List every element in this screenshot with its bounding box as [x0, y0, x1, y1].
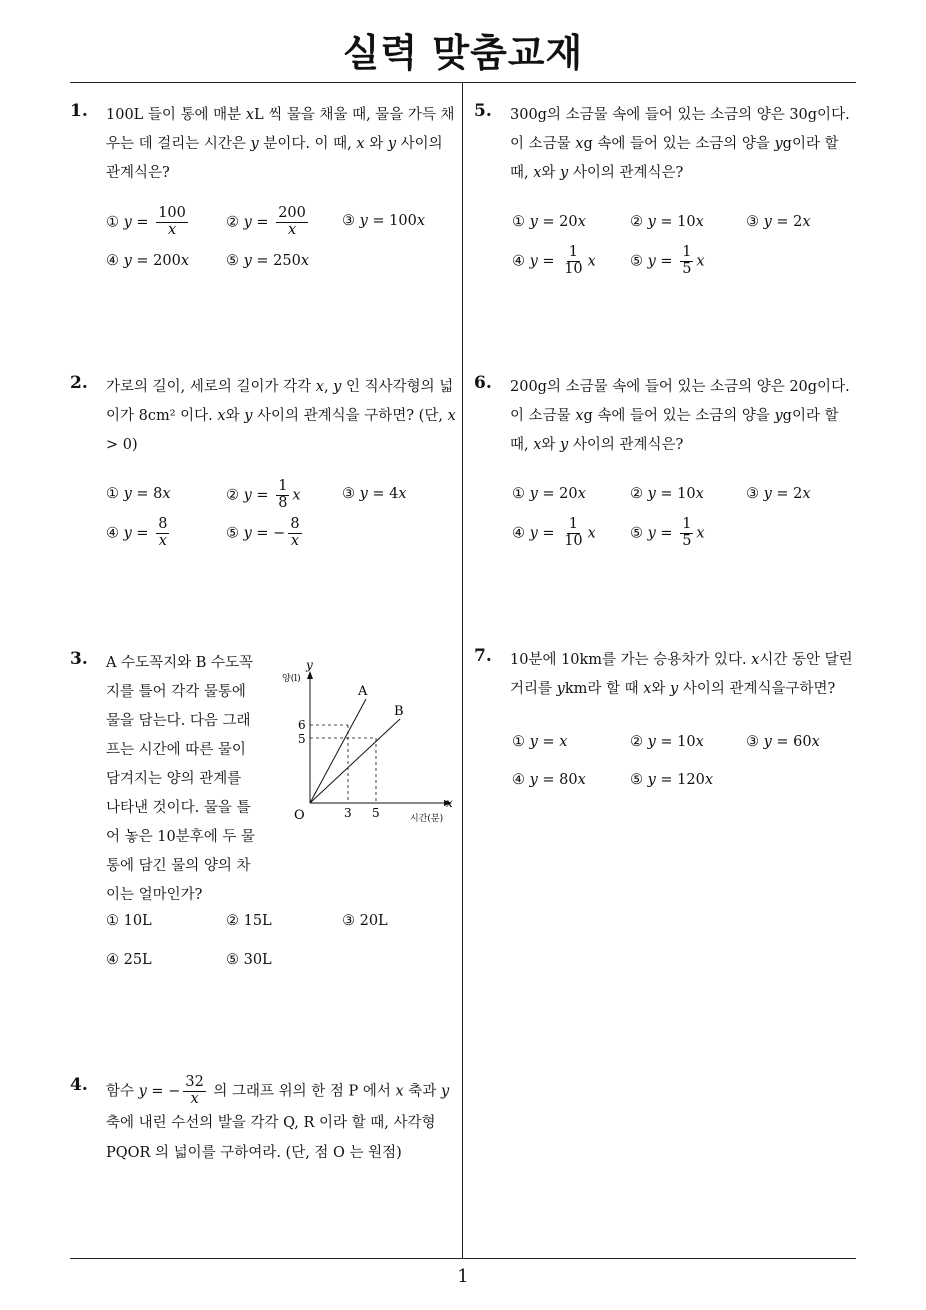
question-text-span: 100L 들이 통에 매분 xL 씩 물을 채울 때, 물을 가득 채우는 데 걸리는 시간은 y 분이다. 이 때, x 와 y 사이의 관계식은?	[106, 107, 455, 181]
tick-y5: 5	[298, 732, 306, 746]
question-7	[474, 646, 862, 806]
option-3[interactable]: ③ y = 4x	[342, 486, 407, 502]
origin-label: O	[294, 808, 305, 823]
y-var: y	[306, 658, 313, 672]
question-number: 5.	[474, 101, 492, 121]
water-graph	[280, 657, 460, 847]
y-axis-arrow	[307, 671, 313, 679]
question-1	[70, 101, 458, 301]
option-4[interactable]: ④ y = 200x	[106, 253, 190, 269]
question-number: 7.	[474, 646, 492, 666]
option-3[interactable]: ③ y = 60x	[746, 734, 820, 750]
option-2[interactable]: ② y = 10x	[630, 734, 704, 750]
tick-x5: 5	[372, 806, 380, 820]
question-text: A 수도꼭지와 B 수도꼭지를 틀어 각각 물통에 물을 담는다. 다음 그래프는 시간에 따른 물이 담겨지는 양의 관계를 나타낸 것이다. 물을 틀어 놓은 10분후에 두 물통에 담긴 물의 양의 차이는 얼마인가?	[106, 655, 255, 903]
question-3	[70, 649, 458, 979]
option-5[interactable]: ⑤ y = 120x	[630, 772, 714, 788]
option-4[interactable]: ④ y = $\frac{8}{x}$	[106, 516, 168, 549]
question-number: 3.	[70, 649, 88, 669]
question-text: 함수 y = − $\frac{32}{x}$ 의 그래프 위의 한 점 P 에서 x 축과 y 축에 내린 수선의 발을 각각 Q, R 이라 할 때, 사각형 PQOR 의 넓이를 구하여라. (단, 점 O 는 원점)	[106, 1074, 450, 1161]
question-number: 6.	[474, 373, 492, 393]
option-5[interactable]: ⑤ y = − $\frac{8}{x}$	[226, 516, 300, 549]
option-1[interactable]: ① y = x	[512, 734, 568, 750]
option-3[interactable]: ③ y = 100x	[342, 213, 426, 229]
x-label: 시간(분)	[410, 814, 444, 824]
option-1[interactable]: ① y = 20x	[512, 214, 586, 230]
option-2[interactable]: ② y = 10x	[630, 214, 704, 230]
option-3[interactable]: ③ 20L	[342, 913, 388, 929]
y-label: 양(l)	[282, 674, 301, 684]
option-1[interactable]: ① y = 8x	[106, 486, 171, 502]
question-2	[70, 373, 458, 573]
question-number: 1.	[70, 101, 88, 121]
line-a-label: A	[358, 684, 368, 699]
line-a	[310, 699, 366, 803]
column-divider	[462, 83, 463, 1258]
question-number: 4.	[70, 1075, 88, 1095]
option-2[interactable]: ② y = $\frac{200}{x}$	[226, 205, 306, 238]
option-5[interactable]: ⑤ y = 250x	[226, 253, 310, 269]
header-rule	[70, 82, 856, 83]
line-b-label: B	[394, 704, 404, 719]
option-3[interactable]: ③ y = 2x	[746, 486, 811, 502]
page-title: 실력 맞춤교재	[342, 31, 584, 75]
option-1[interactable]: ① 10L	[106, 913, 152, 929]
option-4[interactable]: ④ y = $\frac{1}{10}$ x	[512, 516, 596, 549]
option-1[interactable]: ① y = 20x	[512, 486, 586, 502]
option-2[interactable]: ② 15L	[226, 913, 272, 929]
question-5	[474, 101, 862, 301]
question-4	[70, 1075, 458, 1185]
option-2[interactable]: ② y = $\frac{1}{8}$ x	[226, 478, 301, 511]
tick-x3: 3	[344, 806, 352, 820]
question-text: 10분에 10km를 가는 승용차가 있다. x시간 동안 달린 거리를 ykm라 할 때 x와 y 사이의 관계식을구하면?	[510, 652, 853, 697]
question-number: 2.	[70, 373, 88, 393]
footer-rule	[70, 1258, 856, 1259]
option-5[interactable]: ⑤ y = $\frac{1}{5}$ x	[630, 244, 705, 277]
question-text: 200g의 소금물 속에 들어 있는 소금의 양은 20g이다. 이 소금물 xg 속에 들어 있는 소금의 양을 yg이라 할 때, x와 y 사이의 관계식은?	[510, 379, 850, 453]
option-1[interactable]: ① y = $\frac{100}{x}$	[106, 205, 186, 238]
option-4[interactable]: ④ 25L	[106, 952, 152, 968]
question-text	[106, 101, 458, 188]
option-5[interactable]: ⑤ 30L	[226, 952, 272, 968]
tick-y6: 6	[298, 718, 306, 732]
option-4[interactable]: ④ y = 80x	[512, 772, 586, 788]
option-5[interactable]: ⑤ y = $\frac{1}{5}$ x	[630, 516, 705, 549]
x-var: x	[446, 796, 453, 810]
question-6	[474, 373, 862, 573]
option-4[interactable]: ④ y = $\frac{1}{10}$ x	[512, 244, 596, 277]
question-text: 300g의 소금물 속에 들어 있는 소금의 양은 30g이다. 이 소금물 xg 속에 들어 있는 소금의 양을 yg이라 할 때, x와 y 사이의 관계식은?	[510, 107, 850, 181]
line-b	[310, 719, 400, 803]
question-text: 가로의 길이, 세로의 길이가 각각 x, y 인 직사각형의 넓이가 8cm² 이다. x와 y 사이의 관계식을 구하면? (단, x > 0)	[106, 379, 456, 453]
page-number: 1	[457, 1266, 469, 1287]
option-3[interactable]: ③ y = 2x	[746, 214, 811, 230]
option-2[interactable]: ② y = 10x	[630, 486, 704, 502]
